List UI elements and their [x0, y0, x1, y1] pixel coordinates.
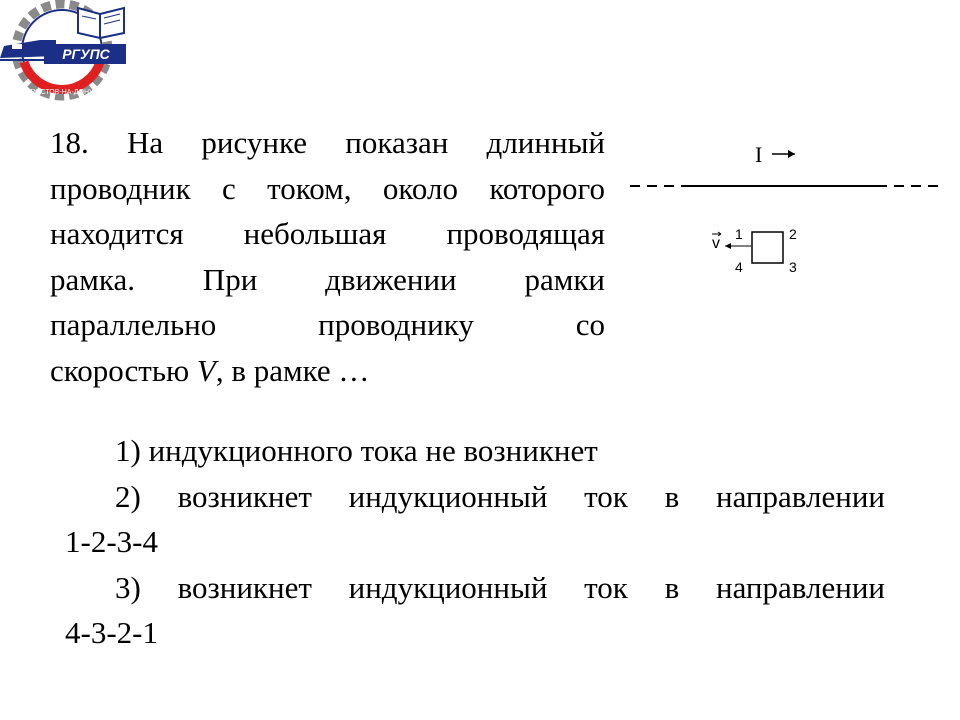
conductor-figure [625, 140, 960, 290]
current-label: I [755, 142, 763, 167]
question-last-prefix: скоростью [50, 352, 197, 388]
answer-option-1-text: 1) индукционного тока не возникнет [115, 433, 598, 468]
question-line: находится небольшая проводящая [50, 216, 605, 251]
answer-option-3 [65, 565, 885, 611]
answer-options [65, 428, 885, 656]
answer-option-3-sequence: 4-3-2-1 [65, 615, 158, 650]
answer-option-2-text: 2) возникнет индукционный ток в направлении [115, 478, 885, 514]
book-icon [78, 8, 124, 38]
velocity-symbol: V [196, 352, 216, 388]
answer-option-2 [65, 474, 885, 520]
question-last-suffix: , в рамке … [215, 352, 370, 388]
question-line-last [50, 348, 605, 394]
question-line: проводник с током, около которого [50, 170, 605, 206]
frame-corner-2: 2 [789, 226, 797, 242]
frame-corner-1: 1 [735, 226, 743, 242]
answer-option-1 [65, 428, 885, 474]
question-text [50, 120, 605, 393]
rgups-logo [0, 0, 150, 110]
velocity-label: v [712, 235, 720, 252]
logo-text: РГУПС [62, 46, 110, 62]
conducting-frame [752, 232, 783, 263]
question-line: 18. На рисунке показан длинный [50, 125, 605, 160]
answer-option-2-sequence: 1-2-3-4 [65, 524, 158, 559]
frame-corner-4: 4 [735, 259, 743, 275]
logo-ring-text: РОСТОВ-НА-ДОНУ [30, 89, 94, 96]
question-line: рамка. При движении рамки [50, 261, 605, 297]
frame-corner-3: 3 [789, 259, 797, 275]
question-line: параллельно проводнику со [50, 307, 605, 342]
answer-option-3-text: 3) возникнет индукционный ток в направлении [115, 569, 885, 605]
